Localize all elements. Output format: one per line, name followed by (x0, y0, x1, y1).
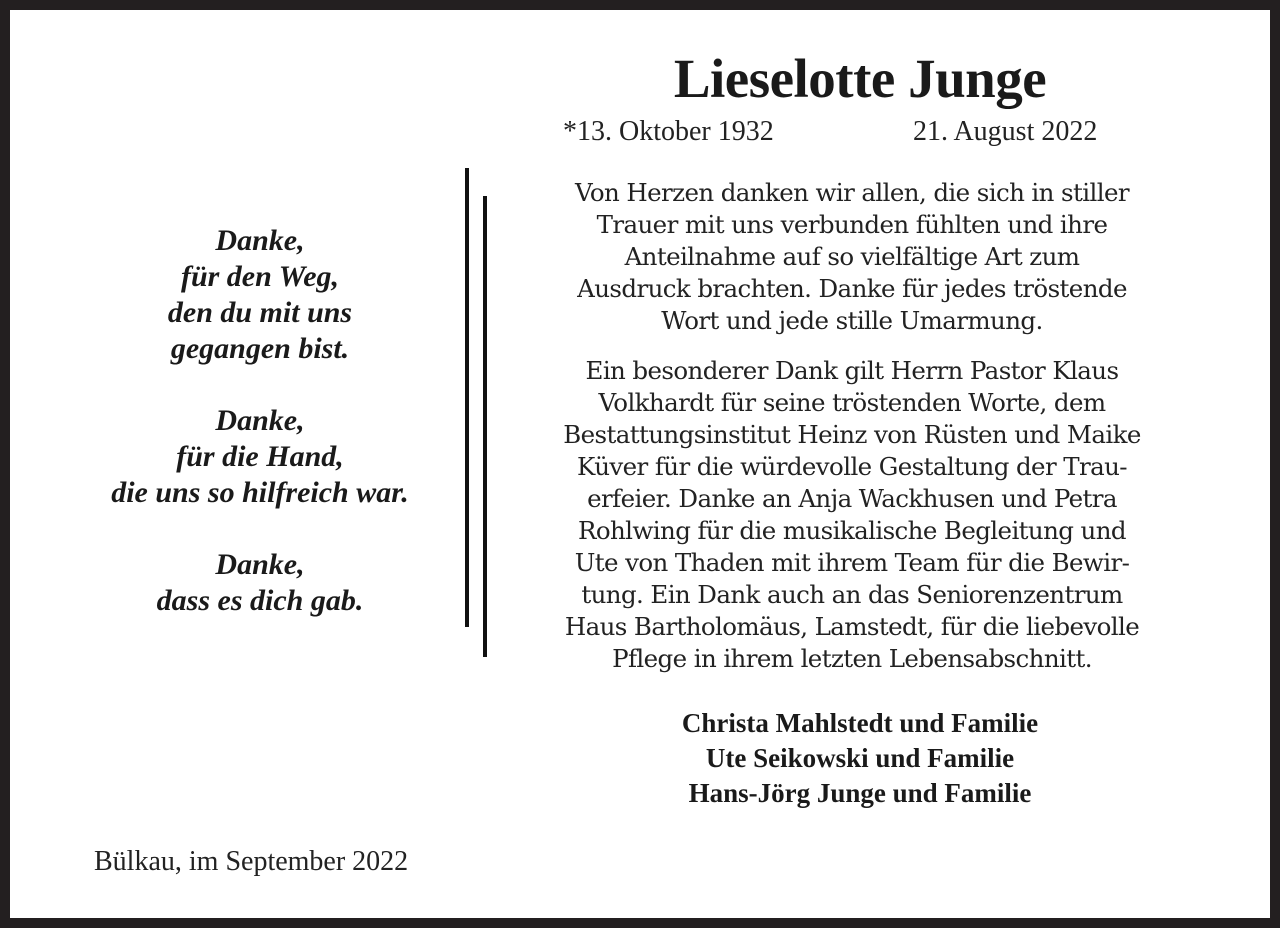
text-line: Bestattungsinstitut Heinz von Rüsten und Maike (563, 420, 1141, 449)
poem-line: für den Weg, (180, 260, 340, 293)
poem-stanza (40, 547, 480, 619)
poem-stanza (40, 403, 480, 511)
birth-date: *13. Oktober 1932 (563, 116, 774, 147)
text-line: Ein besonderer Dank gilt Herrn Pastor Klaus (585, 356, 1119, 385)
text-line: Pflege in ihrem letzten Lebensabschnitt. (612, 644, 1092, 673)
obituary-card (10, 10, 1270, 918)
signer: Hans-Jörg Junge und Familie (688, 778, 1032, 808)
text-line: Küver für die würdevolle Gestaltung der Trau- (577, 452, 1127, 481)
deceased-name: Lieselotte Junge (673, 48, 1047, 109)
poem-line: Danke, (215, 404, 305, 437)
special-thanks-paragraph (502, 355, 1202, 675)
place-date: Bülkau, im September 2022 (94, 846, 409, 877)
divider-line (465, 168, 469, 627)
poem-line: gegangen bist. (170, 332, 350, 365)
poem (40, 223, 480, 655)
text-line: erfeier. Danke an Anja Wackhusen und Petra (587, 484, 1117, 513)
text-line: tung. Ein Dank auch an das Seniorenzentrum (581, 580, 1123, 609)
divider-line (483, 196, 487, 657)
poem-stanza (40, 223, 480, 367)
text-line: Trauer mit uns verbunden fühlten und ihre (596, 210, 1108, 239)
text-line: Ute von Thaden mit ihrem Team für die Bewir- (574, 548, 1130, 577)
poem-line: den du mit uns (167, 296, 353, 329)
text-line: Wort und jede stille Umarmung. (661, 306, 1043, 335)
text-line: Haus Bartholomäus, Lamstedt, für die liebevolle (564, 612, 1140, 641)
signer: Christa Mahlstedt und Familie (681, 708, 1039, 738)
poem-line: dass es dich gab. (156, 584, 364, 617)
text-line: Volkhardt für seine tröstenden Worte, dem (598, 388, 1106, 417)
death-date: 21. August 2022 (913, 116, 1098, 147)
poem-line: Danke, (215, 548, 305, 581)
signer: Ute Seikowski und Familie (705, 743, 1015, 773)
text-line: Ausdruck brachten. Danke für jedes tröstende (577, 274, 1127, 303)
text-line: Rohlwing für die musikalische Begleitung und (578, 516, 1126, 545)
poem-line: die uns so hilfreich war. (111, 476, 409, 509)
poem-line: für die Hand, (176, 440, 344, 473)
signers (550, 706, 1170, 811)
poem-line: Danke, (215, 224, 305, 257)
thanks-paragraph (502, 177, 1202, 337)
text-line: Von Herzen danken wir allen, die sich in stiller (575, 178, 1129, 207)
text-line: Anteilnahme auf so vielfältige Art zum (624, 242, 1080, 271)
